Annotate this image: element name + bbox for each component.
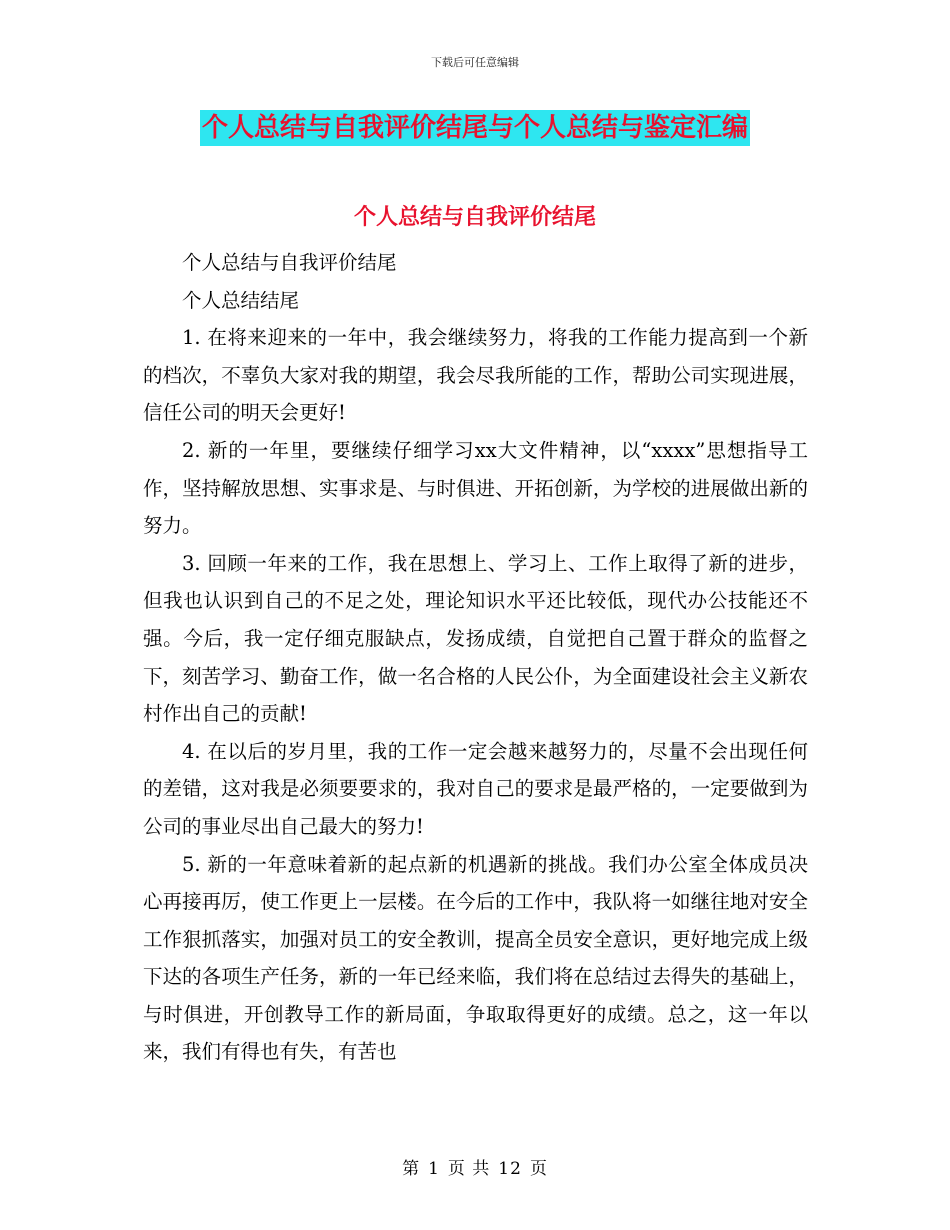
main-title-container — [0, 110, 950, 146]
paragraph: 1. 在将来迎来的一年中，我会继续努力，将我的工作能力提高到一个新的档次，不辜负大家对我的期望，我会尽我所能的工作，帮助公司实现进展，信任公司的明天会更好! — [143, 326, 808, 425]
total-pages-number: 12 — [498, 1159, 522, 1179]
paragraph: 2. 新的一年里，要继续仔细学习xx大文件精神，以“xxxx”思想指导工作，坚持解放思想、实事求是、与时俱进、开拓创新，为学校的进展做出新的努力。 — [143, 438, 808, 538]
current-page-number: 1 — [428, 1159, 440, 1179]
paragraph: 个人总结与自我评价结尾 — [182, 251, 397, 274]
paragraph: 3. 回顾一年来的工作，我在思想上、学习上、工作上取得了新的进步，但我也认识到自己的不足之处，理论知识水平还比较低，现代办公技能还不强。今后，我一定仔细克服缺点，发扬成绩，自觉把自己置于群众的监督之下，刻苦学习、勤奋工作，做一名合格的人民公仆，为全面建设社会主义新农村作出自己的贡献! — [143, 551, 808, 726]
footer-suffix: 页 — [529, 1159, 548, 1179]
paragraph: 4. 在以后的岁月里，我的工作一定会越来越努力的，尽量不会出现任何的差错，这对我是必须要要求的，我对自己的要求是最严格的，一定要做到为公司的事业尽出自己最大的努力! — [143, 739, 808, 838]
section-title: 个人总结与自我评价结尾 — [353, 205, 596, 230]
document-body — [143, 244, 808, 1071]
footer-prefix: 第 — [402, 1159, 421, 1179]
header-note: 下载后可任意编辑 — [431, 56, 519, 69]
paragraph: 5. 新的一年意味着新的起点新的机遇新的挑战。我们办公室全体成员决心再接再厉，使工作更上一层楼。在今后的工作中，我队将一如继往地对安全工作狠抓落实，加强对员工的安全教训，提高全员安全意识，更好地完成上级下达的各项生产任务，新的一年已经来临，我们将在总结过去得失的基础上，与时俱进，开创教导工作的新局面，争取取得更好的成绩。总之，这一年以来，我们有得也有失，有苦也 — [143, 852, 808, 1064]
page-footer — [0, 1154, 950, 1179]
paragraph: 个人总结结尾 — [182, 288, 300, 312]
footer-mid: 页 共 — [447, 1159, 491, 1179]
main-title: 个人总结与自我评价结尾与个人总结与鉴定汇编 — [200, 110, 750, 146]
